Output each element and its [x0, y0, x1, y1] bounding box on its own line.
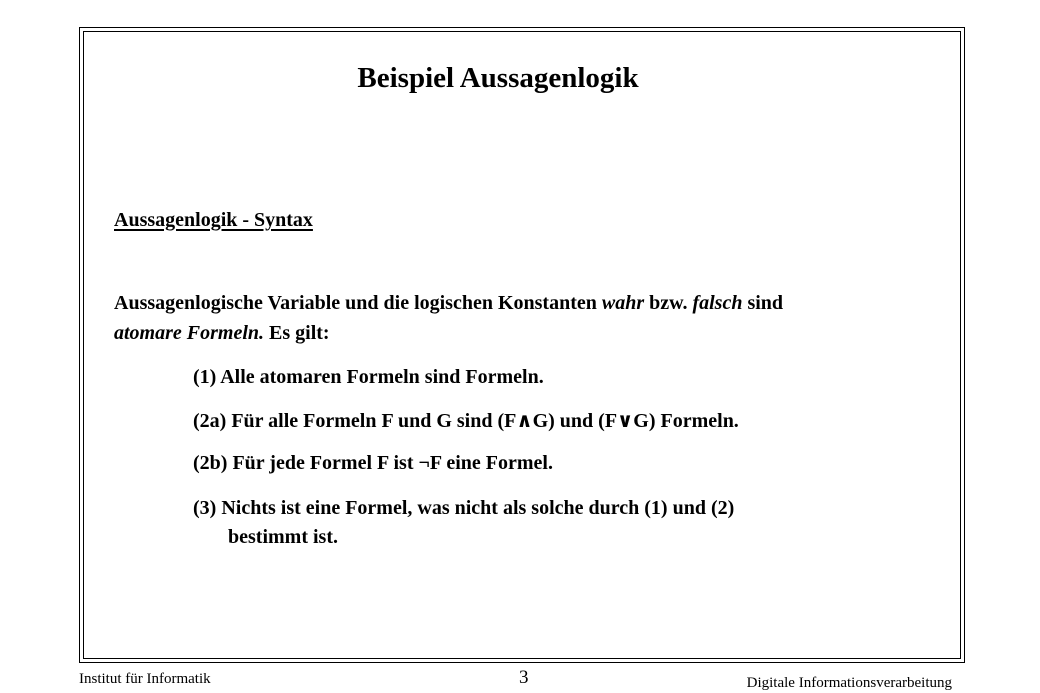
slide-frame-inner — [83, 31, 961, 659]
intro-text: Es gilt: — [264, 322, 330, 344]
intro-line-1 — [114, 292, 783, 315]
section-heading: Aussagenlogik - Syntax — [114, 209, 313, 231]
rule-3: (3) Nichts ist eine Formel, was nicht als solche durch (1) und (2) — [193, 497, 735, 519]
intro-text: bzw. — [644, 292, 693, 314]
footer-institute: Institut für Informatik — [79, 671, 211, 687]
term-wahr: wahr — [601, 292, 645, 314]
term-falsch: falsch — [692, 292, 743, 314]
intro-line-2 — [114, 322, 330, 345]
rule-3-continuation: bestimmt ist. — [228, 526, 338, 548]
footer-course: Digitale Informationsverarbeitung — [746, 675, 952, 691]
term-atomare-formeln: atomare Formeln. — [114, 322, 265, 344]
intro-text: sind — [742, 292, 784, 314]
rule-2b: (2b) Für jede Formel F ist ¬F eine Formel. — [193, 452, 553, 474]
rule-2a: (2a) Für alle Formeln F und G sind (F∧G) und (F∨G) Formeln. — [193, 410, 739, 432]
slide-title: Beispiel Aussagenlogik — [357, 62, 639, 94]
rule-1: (1) Alle atomaren Formeln sind Formeln. — [193, 366, 544, 388]
page-number: 3 — [519, 667, 529, 688]
intro-text: Aussagenlogische Variable und die logischen Konstanten — [114, 292, 602, 314]
